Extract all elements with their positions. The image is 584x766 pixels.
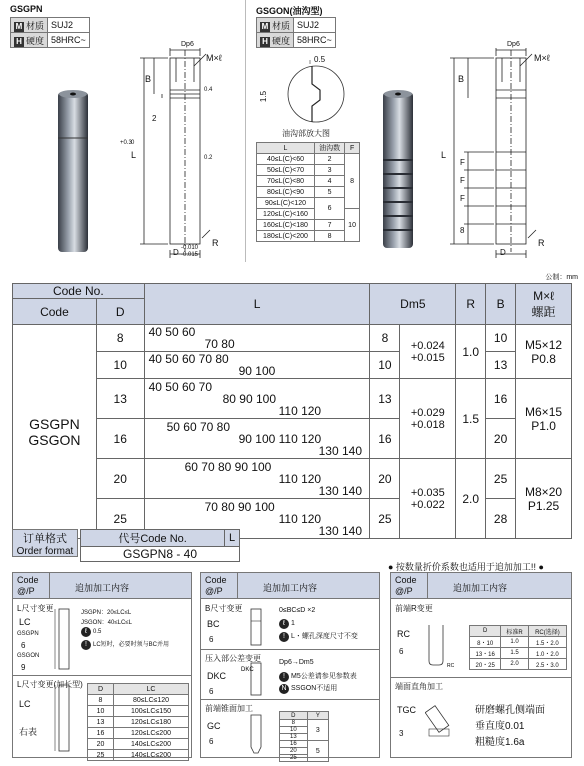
inc-icon: ℓ <box>81 627 91 637</box>
ng-icon: N <box>279 684 289 694</box>
gsgon-dim-b: B <box>458 74 465 84</box>
material-icon: M <box>261 21 269 31</box>
dkc-sketch-icon <box>241 661 271 697</box>
hardness-icon: H <box>260 37 270 47</box>
rc-sketch-icon <box>425 623 461 669</box>
notice-icon: ! <box>81 640 91 650</box>
gsgon-panel <box>248 0 584 262</box>
gsgpn-pin-image <box>55 88 91 258</box>
gsgon-dim-l: L <box>441 150 447 160</box>
groove-dim-05: 0.5 <box>314 55 326 64</box>
svg-text:DKC: DKC <box>241 667 254 673</box>
groove-count-table: L 油沟数 F 40≤L(C)<60 2 8 50≤L(C)<70 3 70≤L(C)<80 4 80≤L(C)<90 5 90≤L(C)<120 6 120≤L(C)<160 10 160≤L(C)<180 7 180≤L(C)<200 8 <box>256 142 360 242</box>
order-format-table: 代号Code No. L GSGPN8 - 40 <box>80 529 240 562</box>
rc-table: D 标准R RC(选择) 8・10 1.0 1.5・2.0 13・16 1.5 1.0・2.0 20・25 2.0 2.5・3.0 <box>469 625 567 670</box>
order-format-label: 订单格式 Order format <box>12 529 78 557</box>
gsgon-dim-f1: F <box>460 158 465 167</box>
discount-note: ● 按数量折价系数也适用于追加加工!! ● <box>388 562 544 572</box>
gsgpn-dim-l: L <box>131 150 137 160</box>
inc-icon: ℓ <box>279 619 289 629</box>
gsgpn-dim-mxl: M×ℓ <box>206 53 222 63</box>
groove-detail-drawing <box>282 58 352 128</box>
gsgpn-dim-d: D <box>173 248 179 257</box>
groove-dim-15: 1.5 <box>259 90 269 103</box>
gsgpn-dim-d-tol2: -0.015 <box>181 252 199 258</box>
notice-icon: ! <box>279 672 289 682</box>
order-format-example: GSGPN8 - 40 <box>81 547 240 562</box>
hardness-icon: H <box>14 37 24 47</box>
gsgon-dim-dp6: Dp6 <box>507 41 520 48</box>
gsgpn-dim-finish-2: 0.2 <box>204 155 213 161</box>
gsgpn-dim-b: B <box>145 74 152 84</box>
gsgon-spec-table: M 材质 SUJ2 H 硬度 58HRC~ <box>256 17 336 48</box>
additional-panel-lc: Code @/P 追加加工内容 L尺寸变更 LC GSGPN 6 GSGON 9 JSGPN：20≤LC≤L JSGON：40≤LC≤L ℓ 0.5 ! LC短时，必要时须与BC并用 L尺寸变更(加长型) LC 右表 D LC 8 80≤LC≤120 10 100≤LC≤150 13 120≤LC≤180 16 120≤LC≤200 20 140≤LC≤200 25 140≤LC≤200 <box>12 572 192 758</box>
lc-extended-table: D LC 8 80≤LC≤120 10 100≤LC≤150 13 120≤LC≤180 16 120≤LC≤200 20 140≤LC≤200 25 140≤LC≤200 <box>87 683 189 761</box>
gsgpn-title: GSGPN <box>10 4 43 14</box>
gc-sketch-icon <box>241 713 271 755</box>
unit-note: 公制：mm <box>545 274 578 281</box>
bc-sketch-icon <box>241 607 271 647</box>
gsgpn-dim-r: R <box>212 238 219 248</box>
additional-panel-bc: Code @/P 追加加工内容 B尺寸变更 BC 6 0≤BC≤D ×2 ℓ 1 ! L・螺孔深度尺寸不变 压入部公差变更 DKC 6 DKC Dp6→Dm5 ! M5公差请参见参数表 N SSGON不适用 前端锥面加工 GC 6 D Y 8 3 10 13 16 5 20 25 <box>200 572 380 758</box>
gsgpn-dim-d-tol1: -0.010 <box>181 245 199 251</box>
gsgon-dim-f3: F <box>460 194 465 203</box>
lc2-sketch-icon <box>53 683 75 753</box>
gsgon-dim-f2: F <box>460 176 465 185</box>
gsgon-title: GSGON(油沟型) <box>256 6 323 16</box>
gsgpn-technical-drawing <box>120 42 240 262</box>
gsgon-dim-r: R <box>538 238 545 248</box>
additional-panel-rc: Code @/P 追加加工内容 前端R变更 RC 6 RC D 标准R RC(选择) 8・10 1.0 1.5・2.0 13・16 1.5 1.0・2.0 20・25 2.0 2.5・3.0 端面直角加工 TGC 3 研磨螺孔侧端面 垂直度0.01 粗糙度1.6a <box>390 572 572 758</box>
gsgon-pin-image <box>380 88 416 254</box>
gsgpn-dim-2: 2 <box>152 114 157 123</box>
gsgpn-dim-dp6: Dp6 <box>181 41 194 48</box>
gc-table: D Y 8 3 10 13 16 5 20 25 <box>279 711 329 762</box>
notice-icon: ! <box>279 632 289 642</box>
gsgpn-dim-finish-1: 0.4 <box>204 87 213 93</box>
gsgon-dim-mxl: M×ℓ <box>534 53 550 63</box>
svg-text:RC: RC <box>447 663 455 669</box>
groove-detail-caption: 油沟部放大图 <box>282 129 330 138</box>
gsgon-technical-drawing <box>446 42 576 262</box>
gsgpn-dim-l-tol-upper: +0.3 <box>120 140 132 146</box>
gsgpn-dim-l-tol-lower: 0 <box>131 140 135 146</box>
gsgon-dim-d: D <box>500 248 506 257</box>
lc-sketch-icon <box>53 607 75 671</box>
tgc-sketch-icon <box>425 699 465 739</box>
spec-main-table: Code No. L Dm5 R B M×ℓ 螺距 Code D GSGPN GSGON 8 40 50 60 70 80 8 +0.024 +0.015 1.0 10 M5×12 P0.8 10 40 50 60 70 80 90 100 10 13 13 40 50 60 70 80 90 100 110 120 13 +0.029 +0.018 1.5 16 M6×15 P1.0 16 50 60 70 80 90 100 110 120 130 140 16 20 20 60 70 80 90 100 110 120 130 140 20 +0.035 +0.022 2.0 25 M8×20 P1.25 25 70 80 90 100 110 120 130 140 25 28 <box>12 283 572 539</box>
gsgon-dim-8: 8 <box>460 226 465 235</box>
gsgpn-spec-table: M 材质 SUJ2 H 硬度 58HRC~ <box>10 17 90 48</box>
gsgpn-panel <box>0 0 246 262</box>
material-icon: M <box>15 21 23 31</box>
